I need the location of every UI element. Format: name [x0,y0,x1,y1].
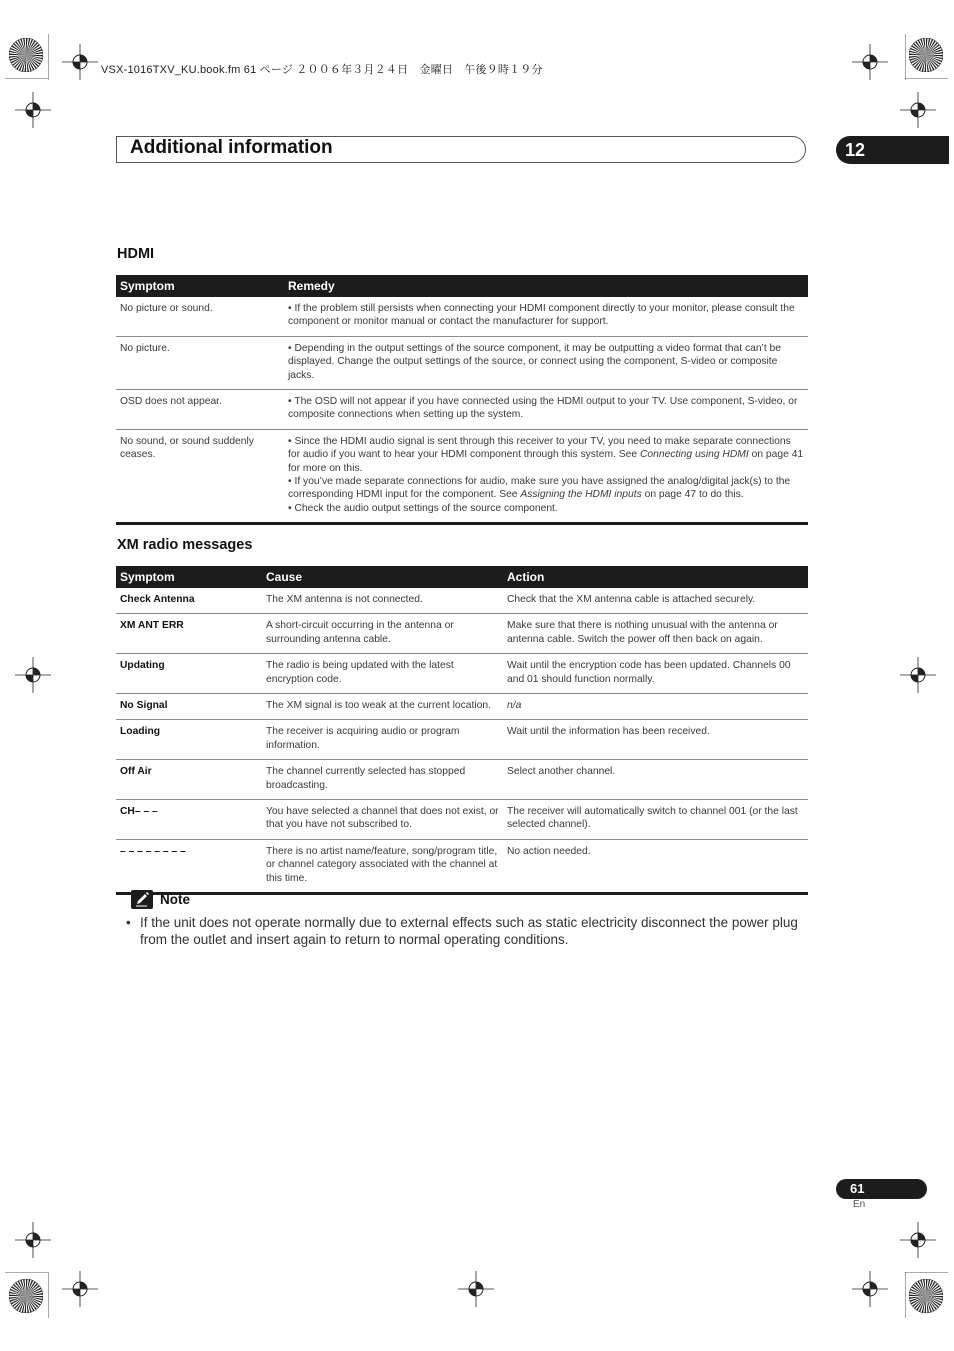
table-row [116,839,808,893]
cause-cell: The XM antenna is not connected. [262,588,503,614]
file-info: VSX-1016TXV_KU.book.fm 61 ページ ２００６年３月２４日 金曜日 午後９時１９分 [101,64,543,76]
symptom-cell: No picture. [116,336,284,389]
pencil-note-icon [131,890,153,909]
remedy-text-part: • If you’ve made separate connections for audio, make sure you have assigned the analog/digital jack(s) to the corresponding HDMI input for the component. See [288,476,791,501]
table-row [116,336,808,389]
note-title: Note [160,892,190,907]
crosshair-registration-icon [900,657,936,693]
crop-line [48,1272,49,1319]
table-row [116,694,808,720]
sunburst-registration-icon [9,1279,43,1313]
crosshair-registration-icon [62,44,98,80]
symptom-cell: Loading [116,720,262,760]
crop-line [905,1272,906,1319]
action-cell: Wait until the encryption code has been updated. Channels 00 and 01 should function normally. [503,654,808,694]
symptom-cell: No picture or sound. [116,297,284,336]
symptom-cell: CH– – – [116,800,262,840]
table-row [116,614,808,654]
table-row [116,760,808,800]
column-header-action: Action [503,566,808,588]
crop-line [905,1272,949,1273]
xm-radio-table [116,566,808,895]
remedy-text-part: Assigning the HDMI inputs [520,489,642,501]
symptom-cell: XM ANT ERR [116,614,262,654]
action-cell: The receiver will automatically switch to channel 001 (or the last selected channel). [503,800,808,840]
crosshair-registration-icon [15,92,51,128]
symptom-cell: Check Antenna [116,588,262,614]
crosshair-registration-icon [900,92,936,128]
remedy-text-part: • Since the HDMI audio signal is sent through this receiver to your TV, you need to make separate connections for audio if you want to hear your HDMI component through this system. See [288,435,791,461]
crosshair-registration-icon [15,657,51,693]
crosshair-registration-icon [62,1271,98,1307]
table-row [116,297,808,336]
page-language: En [853,1199,866,1210]
sunburst-registration-icon [909,38,943,72]
crop-line [5,78,49,79]
hdmi-table [116,275,808,525]
note-text: If the unit does not operate normally due to external effects such as static electricity disconnect the power plug from the outlet and insert again to return to normal operating conditions. [140,915,798,947]
crop-line [905,34,906,81]
action-cell: Check that the XM antenna cable is attached securely. [503,588,808,614]
page-number: 61 [836,1179,927,1199]
cause-cell: There is no artist name/feature, song/program title, or channel category associated with the channel at this time. [262,839,503,893]
column-header-cause: Cause [262,566,503,588]
action-cell: Make sure that there is nothing unusual with the antenna or antenna cable. Switch the power off then back on again. [503,614,808,654]
crosshair-registration-icon [458,1271,494,1307]
action-cell: n/a [503,694,808,720]
note-bullet: • [126,915,131,930]
remedy-cell [284,429,808,523]
table-row [116,654,808,694]
action-cell: No action needed. [503,839,808,893]
remedy-text-part: on page 47 to do this. [641,489,744,501]
crop-line [905,78,949,79]
remedy-cell: • Depending in the output settings of the source component, it may be outputting a video format that can’t be displayed. Change the output settings of the source, or connect using the component, S-video or composite jacks. [284,336,808,389]
table-row [116,390,808,430]
chapter-number: 12 [836,136,949,164]
remedy-text-part: on page 41 for more on this. [288,449,804,474]
cause-cell: A short-circuit occurring in the antenna or surrounding antenna cable. [262,614,503,654]
remedy-cell: • If the problem still persists when connecting your HDMI component directly to your monitor, please consult the component or monitor manual or contact the manufacturer for support. [284,297,808,336]
symptom-cell: OSD does not appear. [116,390,284,430]
remedy-cell: • The OSD will not appear if you have connected using the HDMI output to your TV. Use component, S-video, or composite connections when setting up the system. [284,390,808,430]
symptom-cell: No Signal [116,694,262,720]
action-cell: Select another channel. [503,760,808,800]
symptom-cell: Off Air [116,760,262,800]
table-row [116,720,808,760]
column-header-symptom: Symptom [116,275,284,297]
cause-cell: The receiver is acquiring audio or program information. [262,720,503,760]
symptom-cell: Updating [116,654,262,694]
remedy-text-part: Connecting using HDMI [640,449,749,461]
crop-line [5,1272,49,1273]
cause-cell: The radio is being updated with the latest encryption code. [262,654,503,694]
column-header-remedy: Remedy [284,275,808,297]
hdmi-section-title: HDMI [117,246,155,262]
crop-line [48,34,49,81]
sunburst-registration-icon [909,1279,943,1313]
cause-cell: The channel currently selected has stopped broadcasting. [262,760,503,800]
table-row [116,800,808,840]
table-row [116,588,808,614]
cause-cell: You have selected a channel that does not exist, or that you have not subscribed to. [262,800,503,840]
symptom-cell: – – – – – – – – [116,839,262,893]
cause-cell: The XM signal is too weak at the current location. [262,694,503,720]
table-row [116,429,808,523]
symptom-cell: No sound, or sound suddenly ceases. [116,429,284,523]
crosshair-registration-icon [900,1222,936,1258]
crosshair-registration-icon [852,44,888,80]
crosshair-registration-icon [15,1222,51,1258]
column-header-symptom: Symptom [116,566,262,588]
page-title: Additional information [130,137,333,158]
remedy-text-part: • Check the audio output settings of the source component. [288,502,558,514]
xm-section-title: XM radio messages [117,537,253,553]
action-cell: Wait until the information has been received. [503,720,808,760]
sunburst-registration-icon [9,38,43,72]
crosshair-registration-icon [852,1271,888,1307]
